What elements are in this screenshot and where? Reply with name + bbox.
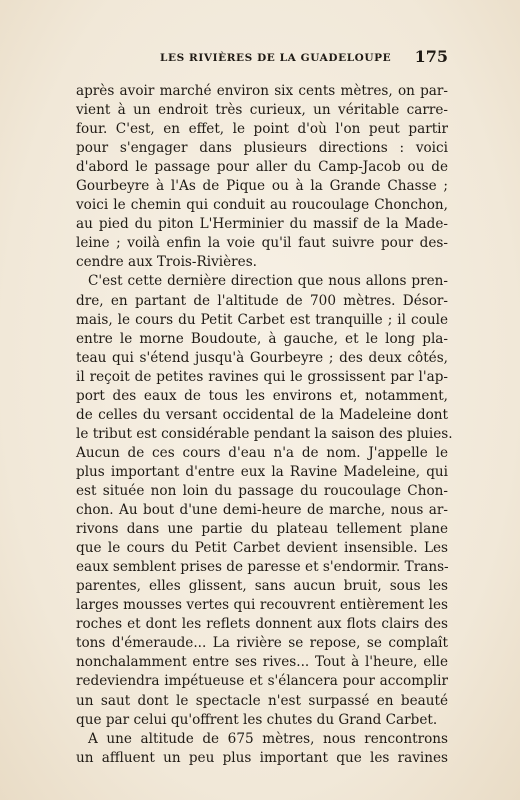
text-line: C'est cette dernière direction que nous allons pren-: [88, 273, 448, 290]
text-line: un saut dont le spectacle n'est surpassé en beauté: [76, 692, 448, 709]
text-line: voici le chemin qui conduit au roucoulage Chonchon,: [76, 197, 448, 214]
text-line: Aucun de ces cours d'eau n'a de nom. J'appelle le: [76, 444, 448, 461]
text-line: pour s'engager dans plusieurs directions : voici: [76, 140, 448, 157]
body-text: [76, 82, 453, 766]
page-header: [76, 46, 448, 68]
text-line: tons d'émeraude... La rivière se repose, se complaît: [76, 635, 448, 652]
text-line: que le cours du Petit Carbet devient insensible. Les: [76, 540, 448, 557]
text-line: roches et dont les reflets donnent aux flots clairs des: [76, 616, 448, 633]
text-line: dre, en partant de l'altitude de 700 mètres. Désor-: [76, 292, 448, 309]
text-line: plus important d'entre eux la Ravine Madeleine, qui: [76, 463, 448, 480]
text-line: Gourbeyre à l'As de Pique ou à la Grande Chasse ;: [76, 178, 448, 195]
text-line: redeviendra impétueuse et s'élancera pour accomplir: [76, 673, 448, 690]
text-line: A une altitude de 675 mètres, nous rencontrons: [88, 730, 448, 747]
text-line: est située non loin du passage du roucoulage Chon-: [76, 482, 448, 499]
text-line: d'abord le passage pour aller du Camp-Jacob ou de: [76, 159, 448, 176]
text-line: mais, le cours du Petit Carbet est tranquille ; il coule: [76, 311, 448, 328]
text-line: vient à un endroit très curieux, un véritable carre-: [76, 102, 448, 119]
text-line: le tribut est considérable pendant la saison des pluies.: [76, 425, 453, 442]
text-line: un affluent un peu plus important que les ravines: [76, 749, 448, 766]
text-line: teau qui s'étend jusqu'à Gourbeyre ; des deux côtés,: [76, 349, 448, 366]
page-number: 175: [414, 47, 448, 66]
text-line: larges mousses vertes qui recouvrent entièrement les: [76, 597, 448, 614]
text-line: rivons dans une partie du plateau tellement plane: [76, 521, 448, 538]
text-line: au pied du piton L'Herminier du massif de la Made-: [76, 216, 448, 233]
text-line: eaux semblent prises de paresse et s'endormir. Trans-: [76, 559, 449, 576]
text-line: port des eaux de tous les environs et, notamment,: [76, 387, 448, 404]
text-line: de celles du versant occidental de la Madeleine dont: [76, 406, 448, 423]
text-line: parentes, elles glissent, sans aucun bruit, sous les: [76, 578, 448, 595]
text-line: que par celui qu'offrent les chutes du Grand Carbet.: [76, 711, 438, 728]
text-line: entre le morne Boudoute, à gauche, et le long pla-: [76, 330, 448, 347]
running-title: LES RIVIÈRES DE LA GUADELOUPE: [160, 52, 392, 64]
text-line: cendre aux Trois-Rivières.: [76, 254, 257, 271]
text-line: après avoir marché environ six cents mètres, on par-: [76, 83, 448, 99]
text-line: leine ; voilà enfin la voie qu'il faut suivre pour des-: [76, 235, 448, 252]
text-line: chon. Au bout d'une demi-heure de marche, nous ar-: [76, 502, 448, 519]
text-line: il reçoit de petites ravines qui le grossissent par l'ap-: [76, 368, 448, 385]
text-line: nonchalamment entre ses rives... Tout à l'heure, elle: [76, 654, 448, 671]
text-line: four. C'est, en effet, le point d'où l'on peut partir: [76, 121, 448, 138]
